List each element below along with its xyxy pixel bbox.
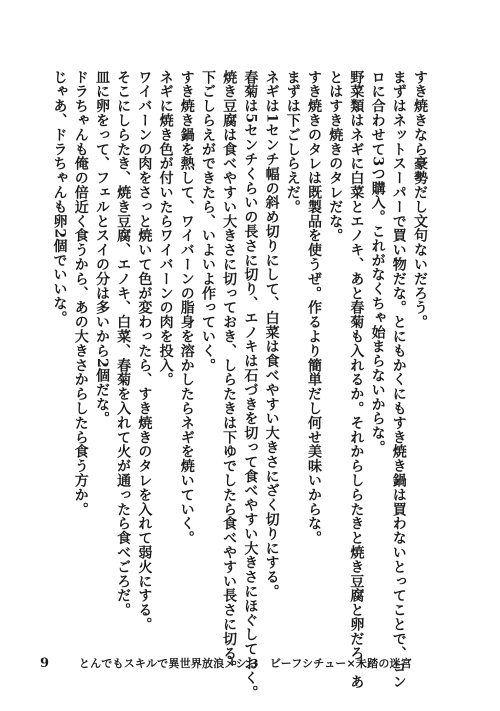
- page-number: 9: [40, 656, 50, 671]
- text-line: 皿に卵をって、フェルとスイの分は多いから2個だな。: [93, 70, 110, 426]
- text-line: ネギは1センチ幅の斜め切りにして、白菜は食べやすい大きさにざく切りにする。: [263, 70, 280, 599]
- text-line: すき焼きなら豪勢だし文句ないだろう。: [412, 70, 428, 330]
- text-line: まずはネットスーパーで買い物だな。とにもかくにもすき焼き鍋は買わないとってことで、コン: [390, 70, 407, 690]
- text-line: ネギに焼き色が付いたらワイバーンの肉を投入。: [157, 70, 174, 387]
- text-line: ワイバーンの肉をさっと焼いて色が変わったら、すき焼きのタレを入れて弱火にする。: [136, 70, 153, 632]
- text-line: 焼き豆腐は食べやすい大きさに切っておき、しらたきは下ゆでしたら食べやすい長さに切る。: [221, 70, 238, 675]
- text-line: すき焼き鍋を熱して、ワイバーンの脂身を溶かしたらネギを焼いていく。: [178, 70, 195, 546]
- text-line: ドラちゃんも俺の倍近く食うから、あの大きさからしたら食う方か。: [72, 70, 89, 517]
- book-title: とんでもスキルで異世界放浪メシ 3 ビーフシチュー×未踏の迷宮: [78, 657, 412, 670]
- text-line: 野菜類はネギに白菜とエノキ、あと春菊も入れるか。それからしらたきと焼き豆腐と卵だろ、あ: [348, 70, 365, 690]
- text-line: まずは下ごしらえだ。: [284, 70, 301, 214]
- text-line: そこにしらたき、焼き豆腐、エノキ、白菜、春菊を入れて火が通ったら食べごろだ。: [115, 70, 132, 618]
- text-line: 春菊は5センチくらいの長さに切り、エノキは石づきを切って食べやすい大きさにほぐしておく。: [242, 70, 259, 700]
- page-footer: [40, 657, 412, 671]
- text-line: ロに合わせて3つ購入。これがなくちゃ始まらないからな。: [369, 70, 386, 455]
- text-line: じゃあ、ドラちゃんも卵2個でいいな。: [51, 70, 68, 325]
- text-line: 下ごしらえができたら、いよいよ作っていく。: [199, 70, 216, 373]
- text-line: とはすき焼きのタレだな。: [327, 70, 344, 243]
- text-line: すき焼きのタレは既製品を使うぜ。作るより簡単だし何せ美味いからな。: [305, 70, 322, 546]
